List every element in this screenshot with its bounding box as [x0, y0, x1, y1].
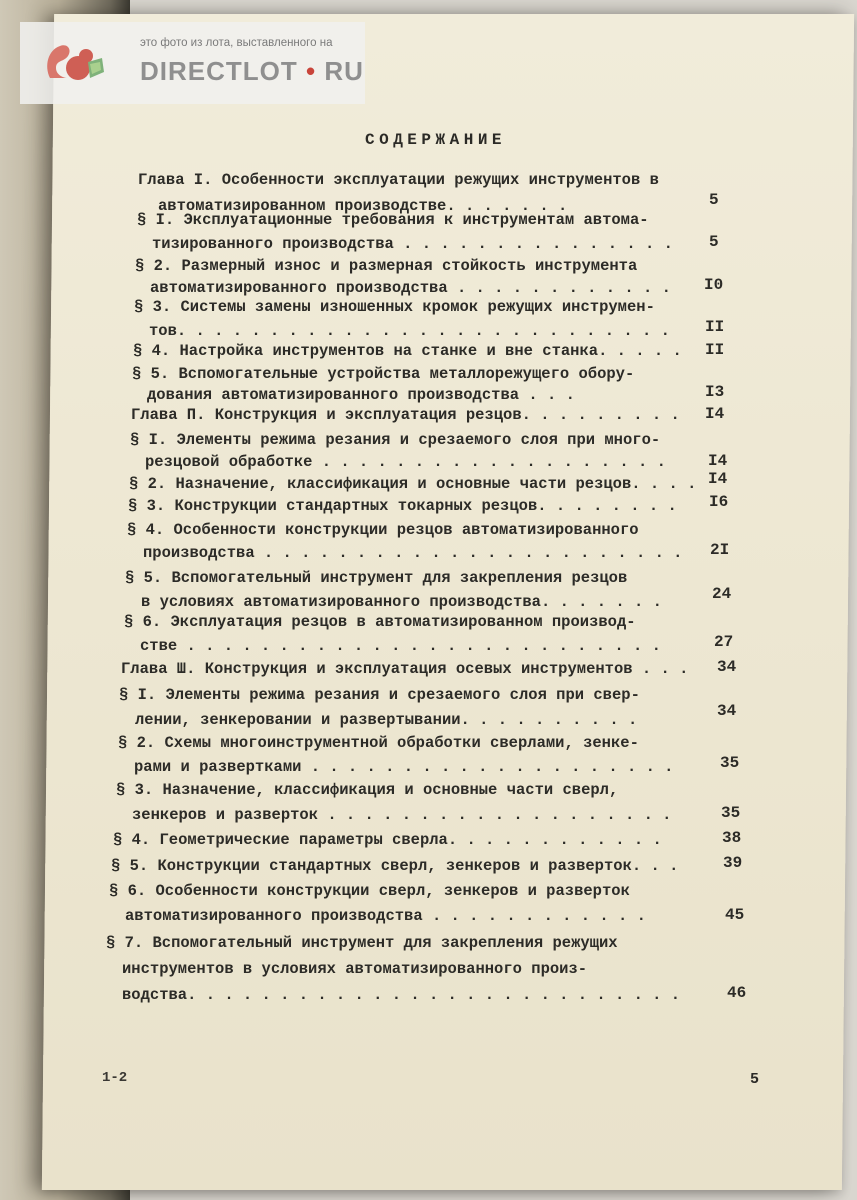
toc-page-number: 27: [714, 633, 734, 651]
toc-entry-line: автоматизированного производства . . . . . . . . . . . .: [125, 907, 646, 925]
toc-page-number: 34: [717, 658, 737, 676]
toc-entry-line: дования автоматизированного производства . . .: [147, 386, 575, 404]
toc-entry-line: производства . . . . . . . . . . . . . . . . . . . . . . .: [143, 544, 683, 562]
toc-entry-line: автоматизированного производства . . . . . . . . . . . .: [150, 279, 671, 297]
toc-entry-line: § 4. Геометрические параметры сверла. . . . . . . . . . . .: [113, 831, 662, 849]
toc-entry-line: § 3. Системы замены изношенных кромок режущих инструмен-: [134, 298, 655, 316]
toc-entry-line: § 5. Вспомогательные устройства металлорежущего обору-: [132, 365, 635, 383]
toc-page-number: I4: [705, 405, 725, 423]
toc-page-number: 5: [709, 191, 719, 209]
brand-name: DIRECTLOT: [140, 56, 298, 86]
watermark: [20, 22, 365, 104]
toc-entry-line: § 2. Схемы многоинструментной обработки сверлами, зенке-: [118, 734, 639, 752]
toc-entry-line: Глава П. Конструкция и эксплуатация резцов. . . . . . . . .: [131, 406, 680, 424]
brand-tld: RU: [324, 56, 364, 86]
toc-entry-line: тизированного производства . . . . . . . . . . . . . . .: [152, 235, 673, 253]
toc-entry-line: резцовой обработке . . . . . . . . . . . . . . . . . . .: [145, 453, 666, 471]
toc-page-number: 2I: [710, 541, 730, 559]
toc-entry-line: инструментов в условиях автоматизированного произ-: [122, 960, 588, 978]
toc-entry-line: в условиях автоматизированного производства. . . . . . .: [141, 593, 662, 611]
toc-entry-line: § 7. Вспомогательный инструмент для закрепления режущих: [106, 934, 618, 952]
toc-page-number: I4: [708, 452, 728, 470]
toc-entry-line: Глава Ш. Конструкция и эксплуатация осевых инструментов . . .: [121, 660, 689, 678]
watermark-brand: [140, 56, 364, 87]
squirrel-logo-icon: [42, 38, 108, 88]
toc-entry-line: § 3. Назначение, классификация и основные части сверл,: [116, 781, 619, 799]
toc-entry-line: § I. Эксплуатационные требования к инструментам автома-: [137, 211, 649, 229]
toc-entry-line: § 4. Настройка инструментов на станке и вне станка. . . . .: [133, 342, 682, 360]
toc-page-number: 35: [721, 804, 741, 822]
toc-page-number: 45: [725, 906, 745, 924]
page-title: СОДЕРЖАНИЕ: [365, 131, 507, 149]
toc-entry-line: § 2. Размерный износ и размерная стойкость инструмента: [135, 257, 638, 275]
watermark-caption: это фото из лота, выставленного на: [140, 37, 333, 49]
footer-page-number: 5: [750, 1071, 760, 1088]
toc-page-number: 34: [717, 702, 737, 720]
toc-entry-line: Глава I. Особенности эксплуатации режущих инструментов в: [138, 171, 659, 189]
toc-page-number: 5: [709, 233, 719, 251]
toc-page-number: II: [705, 341, 725, 359]
toc-page-number: 46: [727, 984, 747, 1002]
toc-entry-line: § 5. Вспомогательный инструмент для закрепления резцов: [125, 569, 628, 587]
toc-entry-line: лении, зенкеровании и развертывании. . . . . . . . . .: [135, 711, 638, 729]
toc-entry-line: § 3. Конструкции стандартных токарных резцов. . . . . . . .: [128, 497, 677, 515]
footer-signature: 1-2: [102, 1070, 128, 1086]
toc-page-number: I0: [704, 276, 724, 294]
toc-entry-line: § 2. Назначение, классификация и основные части резцов. . . .: [129, 475, 697, 493]
toc-entry-line: § 6. Особенности конструкции сверл, зенкеров и разверток: [109, 882, 630, 900]
toc-entry-line: § 5. Конструкции стандартных сверл, зенкеров и разверток. . .: [111, 857, 679, 875]
toc-entry-line: водства. . . . . . . . . . . . . . . . . . . . . . . . . . .: [122, 986, 681, 1004]
toc-page-number: I4: [708, 470, 728, 488]
toc-page-number: I6: [709, 493, 729, 511]
toc-page-number: 35: [720, 754, 740, 772]
toc-entry-line: рами и развертками . . . . . . . . . . . . . . . . . . . .: [134, 758, 674, 776]
toc-page-number: II: [705, 318, 725, 336]
toc-entry-line: § 6. Эксплуатация резцов в автоматизированном производ-: [124, 613, 636, 631]
brand-separator: •: [306, 56, 317, 86]
toc-entry-line: § 4. Особенности конструкции резцов автоматизированного: [127, 521, 639, 539]
toc-page-number: 38: [722, 829, 742, 847]
toc-entry-line: § I. Элементы режима резания и срезаемого слоя при свер-: [119, 686, 640, 704]
toc-entry-line: зенкеров и разверток . . . . . . . . . . . . . . . . . . .: [132, 806, 672, 824]
toc-page-number: 39: [723, 854, 743, 872]
toc-page-number: I3: [705, 383, 725, 401]
toc-entry-line: § I. Элементы режима резания и срезаемого слоя при много-: [130, 431, 661, 449]
toc-entry-line: автоматизированном производстве. . . . . . .: [158, 197, 568, 215]
toc-entry-line: стве . . . . . . . . . . . . . . . . . . . . . . . . . .: [140, 637, 661, 655]
toc-entry-line: тов. . . . . . . . . . . . . . . . . . . . . . . . . . .: [149, 322, 670, 340]
toc-page-number: 24: [712, 585, 732, 603]
